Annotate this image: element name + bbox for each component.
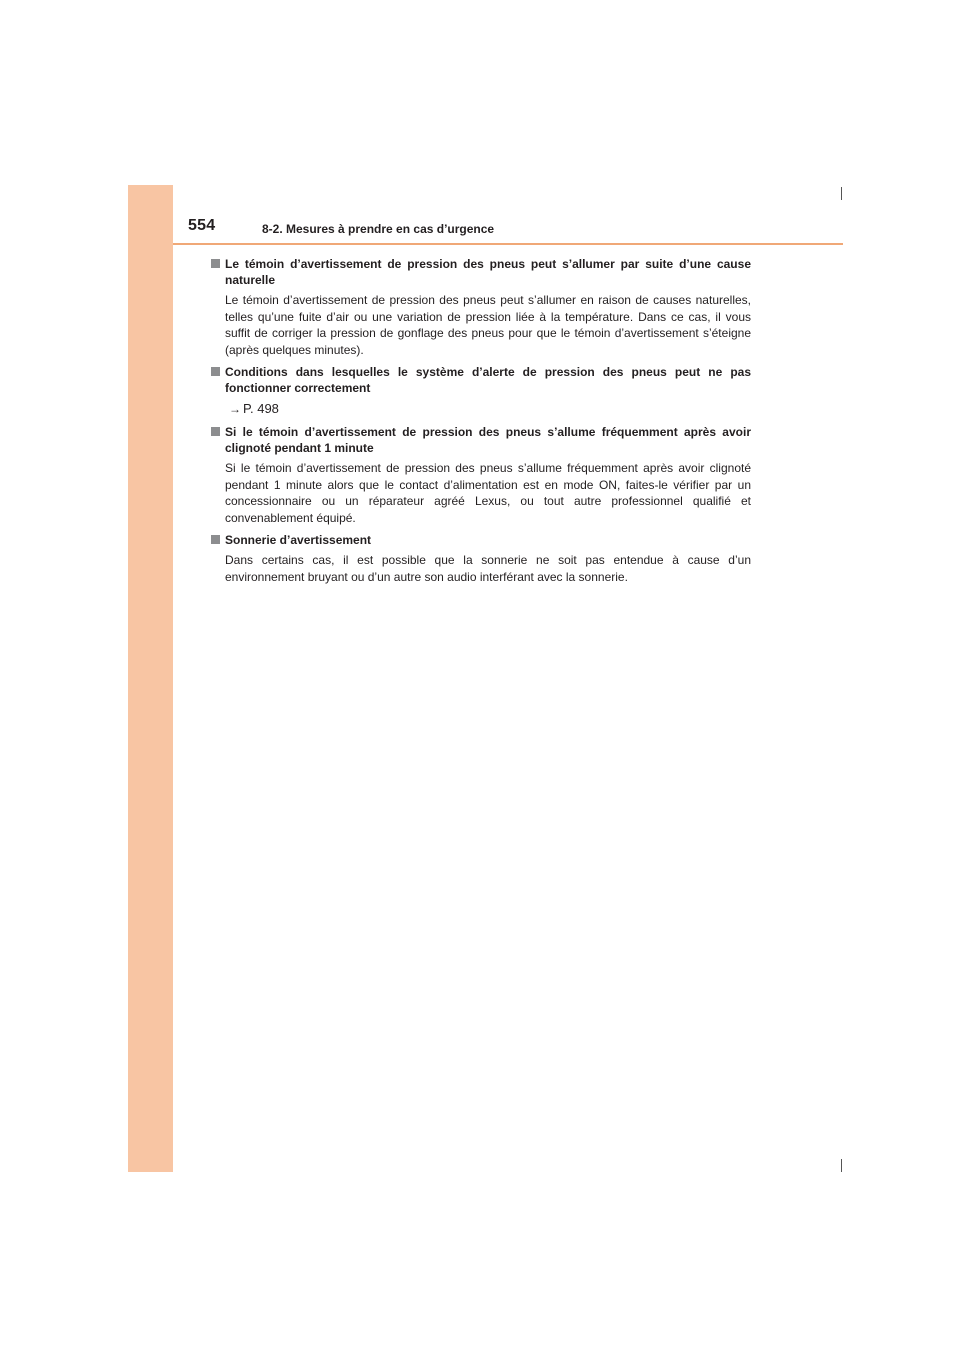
note-item: [211, 256, 751, 358]
page-reference[interactable]: [229, 400, 751, 418]
content-area: [211, 256, 751, 591]
note-heading: [211, 256, 751, 288]
note-body: Si le témoin d’avertissement de pression des pneus s’allume fréquemment après avoir clignoté pendant 1 minute alors que le contact d’alimentation est en mode ON, faites-le vérifier par un concessionnaire ou un réparateur agréé Lexus, ou tout autre professionnel qualifié et convenablement équipé.: [225, 461, 751, 525]
note-item: [211, 364, 751, 418]
square-bullet-icon: [211, 535, 220, 544]
note-item: [211, 424, 751, 526]
arrow-right-icon: →: [229, 402, 241, 416]
header-rule: [173, 243, 843, 245]
square-bullet-icon: [211, 427, 220, 436]
square-bullet-icon: [211, 367, 220, 376]
crop-mark-bottom: [841, 1159, 842, 1172]
chapter-tab-sidebar: [128, 185, 173, 1172]
note-heading-text: Si le témoin d’avertissement de pression des pneus s’allume fréquemment après avoir clignoté pendant 1 minute: [225, 425, 751, 455]
note-item: [211, 532, 751, 585]
note-body: Le témoin d’avertissement de pression des pneus peut s’allumer en raison de causes naturelles, telles qu’une fuite d’air ou une variation de pression liée à la température. Dans ce cas, il vous suffit de corriger la pression de gonflage des pneus pour que le témoin d’avertissement s’éteigne (après quelques minutes).: [225, 293, 751, 357]
note-heading: [211, 532, 751, 548]
note-body: Dans certains cas, il est possible que la sonnerie ne soit pas entendue à cause d’un environnement bruyant ou d’un autre son audio interférant avec la sonnerie.: [225, 553, 751, 584]
page-number: 554: [188, 217, 216, 234]
note-heading: [211, 424, 751, 456]
note-heading-text: Le témoin d’avertissement de pression des pneus peut s’allumer par suite d’une cause naturelle: [225, 257, 751, 287]
square-bullet-icon: [211, 259, 220, 268]
section-title: 8-2. Mesures à prendre en cas d’urgence: [262, 222, 495, 236]
note-heading: [211, 364, 751, 396]
note-heading-text: Conditions dans lesquelles le système d’alerte de pression des pneus peut ne pas fonctionner correctement: [225, 365, 751, 395]
note-heading-text: Sonnerie d’avertissement: [225, 533, 372, 547]
page-reference-text: P. 498: [243, 401, 279, 416]
crop-mark-top: [841, 187, 842, 200]
